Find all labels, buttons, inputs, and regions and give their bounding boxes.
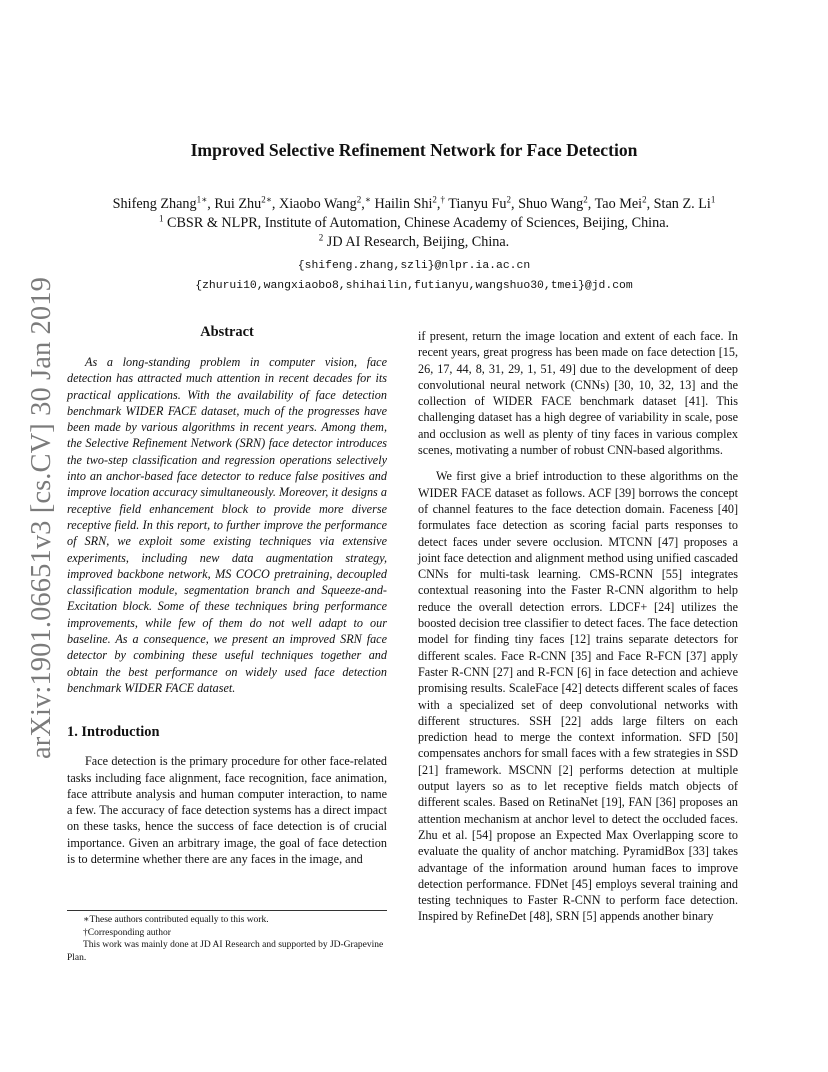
footnotes xyxy=(67,910,387,964)
footnote-equal-contribution: ∗These authors contributed equally to this work. xyxy=(83,915,269,925)
author-list: Shifeng Zhang$^{1∗}$, Rui Zhu$^{2∗}$, Xiaobo Wang$^2$,∗ Hailin Shi$^2$,† Tianyu Fu$^2$, Shuo Wang$^2$, Tao Mei$^2$, Stan Z. Li$^1$ xyxy=(112,194,716,212)
right-column xyxy=(418,328,738,925)
paper-title: Improved Selective Refinement Network for Face Detection xyxy=(190,140,638,160)
footnote-support: This work was mainly done at JD AI Research and supported by JD-Grapevine Plan. xyxy=(67,940,384,963)
footnote-corresponding-author: †Corresponding author xyxy=(83,927,171,938)
abstract-text: As a long-standing problem in computer vision, face detection has attracted much attention in recent decades for its practical applications. With the availability of face detection benchmark WIDER FACE dataset, much of the progresses have been made by various algorithms in recent years. Among them, the Selective Refinement Network (SRN) face detector introduces the two-step classification and regression operations selectively into an anchor-based face detector to reduce false positives and improve location accuracy simultaneously. Moreover, it designs a receptive field enhancement block to provide more diverse receptive field. In this report, to further improve the performance of SRN, we exploit some existing techniques via extensive experiments, including new data augmentation strategy, improved backbone network, MS COCO pretraining, decoupled classification module, segmentation branch and Squeeze-and-Excitation block. Some of these techniques bring performance improvements, while few of them do not well adapt to our baseline. As a consequence, we present an improved SRN face detector by combining these useful techniques together and obtain the best performance on widely used face detection benchmark WIDER FACE dataset. xyxy=(67,355,387,695)
abstract-heading: Abstract xyxy=(200,324,254,340)
introduction-paragraph-3: We first give a brief introduction to these algorithms on the WIDER FACE dataset as follows. ACF [39] borrows the concept of channel features to the face detection domain. Faceness [40] formulates face detection as scoring facial parts responses to detect faces under severe occlusion. MTCNN [47] proposes a joint face detection and alignment method using unified cascaded CNNs for multi-task learning. CMS-RCNN [55] integrates contextual reasoning into the Faster R-CNN algorithm to help reduce the overall detection errors. LDCF+ [24] utilizes the boosted decision tree classifier to detect faces. The face detection model for finding tiny faces [12] trains separate detectors for different scales. Face R-CNN [35] and Face R-FCN [37] apply Faster R-CNN [27] and R-FCN [6] in face detection and achieve promising results. ScaleFace [42] detects different scales of faces with a specialized set of deep convolutional networks with different structures. SSH [22] adds large filters on each prediction head to merge the context information. SFD [50] compensates anchors for small faces with a few strategies in SSD [21] framework. MSCNN [2] performs detection at multiple output layers so as to let receptive fields match objects of different scales. Based on RetinaNet [19], FAN [36] proposes an attention mechanism at anchor level to detect the occluded faces. Zhu et al. [54] propose an Expected Max Overlapping score to evaluate the quality of anchor matching. PyramidBox [33] takes advantage of the information around human faces to improve detection performance. FDNet [45] employs several training and testing techniques to Faster R-CNN to perform face detection. Inspired by RefineDet [48], SRN [5] appends another binary xyxy=(418,469,738,924)
left-column xyxy=(67,324,387,867)
email-block xyxy=(60,256,768,296)
introduction-heading: 1. Introduction xyxy=(67,724,160,741)
email-line-2: {zhurui10,wangxiaobo8,shihailin,futianyu,wangshuo30,tmei}@jd.com xyxy=(195,280,633,292)
arxiv-side-stamp: arXiv:1901.06651v3 [cs.CV] 30 Jan 2019 xyxy=(26,277,57,759)
affiliation-2: $^2$ JD AI Research, Beijing, China. xyxy=(318,232,510,250)
author-block xyxy=(60,195,768,252)
email-line-1: {shifeng.zhang,szli}@nlpr.ia.ac.cn xyxy=(297,260,531,272)
introduction-paragraph-2: if present, return the image location and extent of each face. In recent years, great progress has been made on face detection [15, 26, 17, 44, 8, 31, 29, 1, 51, 49] due to the development of deep convolutional neural network (CNNs) [30, 10, 32, 13] and the collection of WIDER FACE benchmark dataset [41]. This challenging dataset has a high degree of variability in scale, pose and occlusion as well as plenty of tiny faces in various complex scenes, motivating a number of robust CNN-based algorithms. xyxy=(418,329,738,458)
affiliation-1: $^1$ CBSR & NLPR, Institute of Automation, Chinese Academy of Sciences, Beijing, China. xyxy=(158,213,670,231)
introduction-paragraph-1: Face detection is the primary procedure for other face-related tasks including face alignment, face recognition, face animation, face attribute analysis and human computer interaction, to name a few. The accuracy of face detection systems has a direct impact on these tasks, hence the success of face detection is of crucial importance. Given an arbitrary image, the goal of face detection is to determine whether there are any faces in the image, and xyxy=(67,754,387,867)
